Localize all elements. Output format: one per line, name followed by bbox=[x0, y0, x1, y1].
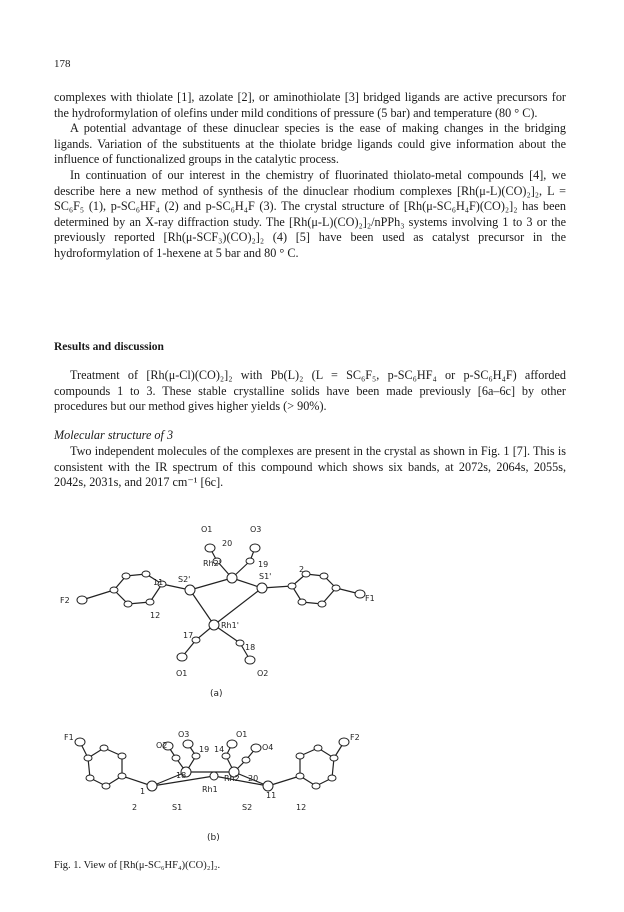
atom-label-b-f1: F1 bbox=[64, 733, 74, 742]
atom-label-b-c20: 20 bbox=[248, 774, 259, 783]
atom-label-b-o4: O4 bbox=[262, 743, 274, 752]
atom-label-b-c14: 14 bbox=[214, 745, 225, 754]
atom-label-o1-top: O1 bbox=[201, 525, 213, 534]
atom-label-c17: 17 bbox=[183, 631, 194, 640]
paragraph-2: A potential advantage of these dinuclear species is the ease of making changes in the bridging ligands. Variation of the substituents at the thiolate bridge ligands could give information about the influence of functionalized groups in the catalytic process. bbox=[54, 121, 566, 167]
paragraph-1: complexes with thiolate [1], azolate [2], or aminothiolate [3] bridged ligands are active precursors for the hydroformylation of olefins under mild conditions of pressure (5 bar) and temperature (80 ° C). bbox=[54, 90, 566, 120]
figure-panel-a bbox=[60, 525, 375, 699]
atom-label-b-o2: O2 bbox=[156, 741, 168, 750]
results-paragraph: Treatment of [Rh(μ-Cl)(CO)₂]₂ with Pb(L)₂ (L = SC₆F₅, p-SC₆HF₄ or p-SC₆H₄F) afforded compounds 1 to 3. These stable crystalline solids have been made previously [6a–6c] by other procedures but our method gives higher yields (> 90%). bbox=[54, 368, 566, 414]
atom-label-rh2: Rh2' bbox=[203, 559, 221, 568]
figure-panel-b bbox=[64, 730, 360, 843]
atom-label-c18: 18 bbox=[245, 643, 256, 652]
atom-label-c12: 12 bbox=[150, 611, 161, 620]
atom-label-b-rh2: Rh2 bbox=[224, 774, 240, 783]
atom-label-c20: 20 bbox=[222, 539, 233, 548]
atom-label-b-s1: S1 bbox=[172, 803, 183, 812]
atom-label-c19: 19 bbox=[258, 560, 269, 569]
atom-label-b-f2: F2 bbox=[350, 733, 360, 742]
atom-label-f1: F1 bbox=[365, 594, 375, 603]
atom-label-s1: S1' bbox=[259, 572, 272, 581]
panel-b-label: (b) bbox=[207, 833, 220, 843]
atom-label-c11: 11 bbox=[153, 578, 164, 587]
atom-label-b-o1: O1 bbox=[236, 730, 248, 739]
atom-label-b-c18: 18 bbox=[176, 771, 187, 780]
atom-label-o3-top: O3 bbox=[250, 525, 262, 534]
atom-label-o1-bottom: O1 bbox=[176, 669, 188, 678]
atom-label-b-s2: S2 bbox=[242, 803, 253, 812]
atom-label-rh1: Rh1' bbox=[221, 621, 239, 630]
figure-caption: Fig. 1. View of [Rh(μ-SC₆HF₄)(CO)₂]₂. bbox=[54, 860, 221, 871]
atom-label-b-o3: O3 bbox=[178, 730, 190, 739]
atom-label-f2: F2 bbox=[60, 596, 70, 605]
subsection-heading: Molecular structure of 3 bbox=[54, 428, 174, 442]
paragraph-3: In continuation of our interest in the chemistry of fluorinated thiolato-metal compounds [4], we describe here a new method of synthesis of the dinuclear rhodium complexes [Rh(μ-L)(CO)₂]₂, L = SC₆F₅ (1), p-SC₆HF₄ (2) and p-SC₆H₄F (3). The crystal structure of [Rh(μ-SC₆H₄F)(CO)₂]₂ has been determined by an X-ray diffraction study. The [Rh(μ-L)(CO)₂]₂/nPPh₃ systems involving 1 to 3 or the previously reported [Rh(μ-SCF₃)(CO)₂]₂ (4) [5] have been used as catalyst precursor in the hydroformylation of 1-hexene at 5 bar and 80 ° C. bbox=[54, 167, 566, 260]
section-heading: Results and discussion bbox=[54, 341, 164, 353]
structure-paragraph: Two independent molecules of the complexes are present in the crystal as shown in Fig. 1 [7]. This is consistent with the IR spectrum of this compound which shows six bands, at 2072s, 2064s, 2055s, 2042s, 2031s, and 2017 cm⁻¹ [6c]. bbox=[54, 444, 566, 490]
atom-label-b-c19: 19 bbox=[199, 745, 210, 754]
atom-label-b-c11: 11 bbox=[266, 791, 277, 800]
atom-label-b-c12: 12 bbox=[296, 803, 307, 812]
atom-label-c2: 2 bbox=[299, 565, 305, 574]
page-number: 178 bbox=[54, 58, 71, 70]
atom-label-b-rh1: Rh1 bbox=[202, 785, 218, 794]
panel-a-label: (a) bbox=[210, 689, 223, 699]
atom-label-b-c1: 1 bbox=[140, 787, 146, 796]
atom-label-b-c2: 2 bbox=[132, 803, 138, 812]
atom-label-s2: S2' bbox=[178, 575, 191, 584]
atom-label-o2-bottom: O2 bbox=[257, 669, 269, 678]
